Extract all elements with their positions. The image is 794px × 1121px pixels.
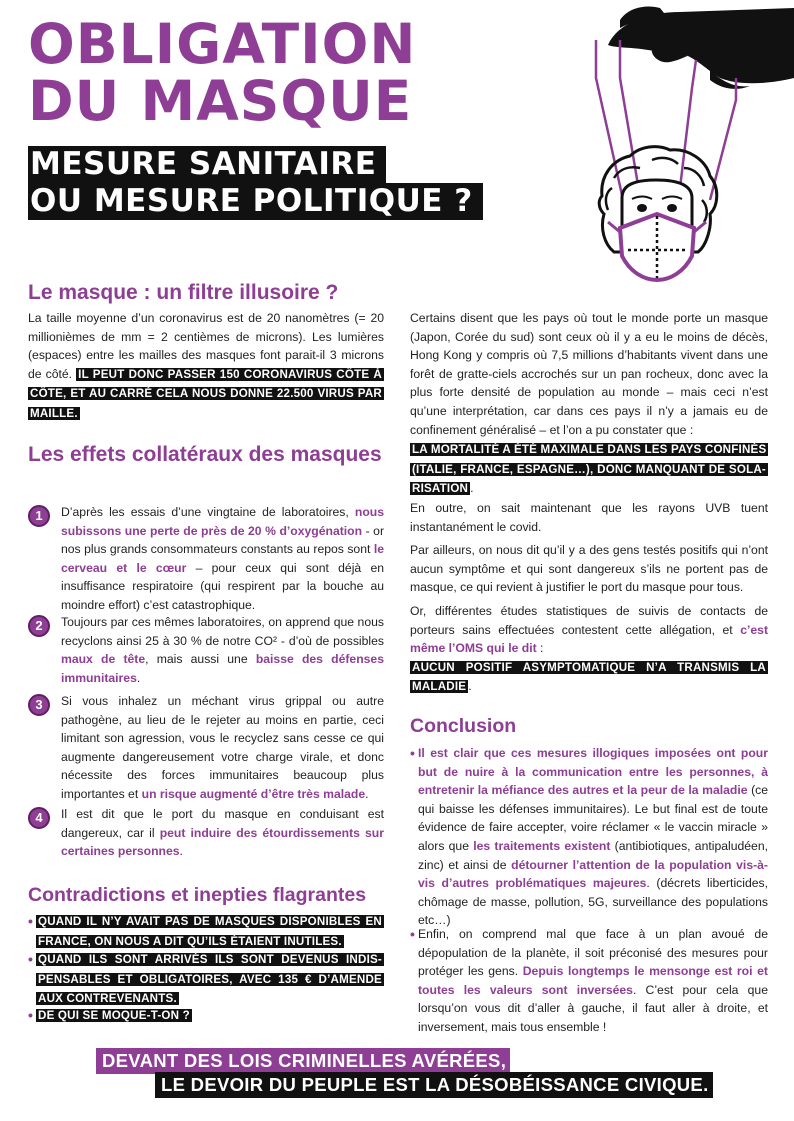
conclusion-heading: Conclusion bbox=[410, 715, 517, 737]
item-emphasis: un risque augmenté d’être très malade bbox=[141, 786, 366, 801]
footer-line-2: LE DEVOIR DU PEUPLE EST LA DÉSOBÉISSANCE CIVIQUE. bbox=[155, 1072, 713, 1098]
text: : bbox=[536, 641, 544, 656]
sec1-body: La taille moyenne d’un coronavirus est de 20 nanomètres (= 20 millionièmes de mm = 2 centièmes de microns). Les lumières (espaces) entre les mailles des masques font parait-il 3 microns de côté. bbox=[28, 311, 384, 381]
bullet-text: QUAND IL N’Y AVAIT PAS DE MASQUES DISPONIBLES EN FRANCE, ON NOUS A DIT QU’ILS ÉTAIENT INUTILES. bbox=[38, 915, 382, 948]
bullet-text: DE QUI SE MOQUE-T-ON ? bbox=[38, 1009, 190, 1022]
item-emphasis: baisse des défenses immunitaires bbox=[61, 652, 384, 685]
item-text: – pour ceux qui sont déjà en insuffisance respiratoire (qui respirent par la bouche au moindre effort) c’est catastrophique. bbox=[61, 560, 384, 612]
item-emphasis: peut induire des étourdissements sur certaines personnes bbox=[61, 825, 384, 859]
emphasis: détourner l’attention de la population vis-à-vis d’autres problématiques majeures bbox=[418, 857, 768, 891]
bullet-icon: • bbox=[410, 926, 415, 942]
bullet-item bbox=[28, 1006, 384, 1026]
item-emphasis: le cerveau et le cœur bbox=[61, 542, 384, 575]
highlight-text: LA MORTALITÉ A ÉTÉ MAXIMALE DANS LES PAYS CONFINÉS (ITALIE, FRANCE, ESPAGNE…), DONC MANQUANT DE SOLA-RISATION bbox=[412, 443, 767, 496]
bullet-item bbox=[28, 950, 384, 1009]
bullet-icon: • bbox=[28, 951, 33, 967]
list-item bbox=[28, 503, 384, 615]
page-title bbox=[28, 12, 417, 133]
emphasis: c’est même l’OMS qui le dit bbox=[410, 622, 768, 656]
bullet-item bbox=[28, 912, 384, 951]
item-text: Il est dit que le port du masque en conduisant est dangereux, car il bbox=[61, 807, 384, 840]
list-item bbox=[28, 613, 384, 687]
bullet-text: QUAND ILS SONT ARRIVÉS ILS SONT DEVENUS INDIS-PENSABLES ET OBLIGATOIRES, AVEC 135 € D’AMENDE AUX CONTREVENANTS. bbox=[38, 953, 382, 1006]
highlight-end: . bbox=[468, 679, 472, 694]
sec1-text bbox=[28, 309, 384, 424]
list-item bbox=[28, 692, 384, 804]
item-text: , mais aussi une bbox=[145, 652, 256, 667]
item-text: . bbox=[136, 670, 141, 685]
highlight-end: . bbox=[470, 481, 474, 496]
footer-line-1: DEVANT DES LOIS CRIMINELLES AVÉRÉES, bbox=[96, 1048, 510, 1074]
emphasis: Il est clair que ces mesures illogiques imposées ont pour but de nuire à la communication entre les personnes, à entretenir la méfiance des autres et la peur de la maladie bbox=[418, 746, 768, 798]
subtitle-line-1: MESURE SANITAIRE bbox=[28, 146, 386, 183]
text: (antibiotiques, antipaludéen, zinc) et ainsi de bbox=[418, 838, 768, 872]
bullet-item bbox=[410, 925, 768, 1037]
col2-highlight-1 bbox=[410, 440, 768, 499]
subtitle bbox=[28, 146, 483, 220]
text: (ce qui baisse les défenses immunitaires). Le but final est de toute évidence de faire accepter, voire réclamer « le vaccin miracle » alors que bbox=[418, 783, 768, 853]
text: Enfin, on comprend mal que face à un plan avoué de dépopulation de la planète, il soit préconisé des mesures pour protéger les gens. bbox=[418, 927, 768, 979]
highlight-text: AUCUN POSITIF ASYMPTOMATIQUE N’A TRANSMIS LA MALADIE bbox=[412, 660, 766, 694]
emphasis: Depuis longtemps le mensonge est roi et toutes les valeurs sont inversées bbox=[418, 964, 768, 997]
puppet-hand-masked-face-icon bbox=[560, 0, 794, 300]
text: . (décrets liberticides, chômage de masse, pollution, 5G, surveillance des populations etc…) bbox=[418, 876, 768, 928]
item-text: D’après les essais d’une vingtaine de laboratoires, bbox=[61, 505, 355, 519]
item-text: Si vous inhalez un méchant virus grippal ou autre pathogène, au lieu de le rejeter au moins en partie, ceci limitant son agression, vous le recyclez sans cesse ce qui augmente dangereusement votre charge virale, et donc nécessite des forces immunitaires beaucoup plus importantes et bbox=[61, 694, 384, 801]
item-number: 2 bbox=[28, 615, 50, 637]
col2-paragraph-2: En outre, on sait maintenant que les rayons UVB tuent instantanément le covid. bbox=[410, 501, 768, 534]
subtitle-line-2: OU MESURE POLITIQUE ? bbox=[28, 183, 483, 220]
item-emphasis: nous subissons une perte de près de 20 % d’oxygénation bbox=[61, 505, 384, 538]
item-emphasis: maux de tête bbox=[61, 652, 146, 667]
text: . C’est pour cela que lorsqu’on vous dit d’aller à gauche, il faut aller à droite, et inversement, mais tous ensemble ! bbox=[418, 982, 768, 1034]
bullet-icon: • bbox=[28, 1007, 33, 1023]
col2-paragraph-3: Par ailleurs, on nous dit qu’il y a des gens testés positifs qui n’ont aucun symptôme et qui sont dangereux s’ils ne portent pas de masque, ce qui revient à justifier le port du masque pour tous. bbox=[410, 543, 768, 595]
sec2-heading: Les effets collatéraux des masques bbox=[28, 443, 382, 466]
bullet-item bbox=[410, 744, 768, 930]
title-line-2: DU MASQUE bbox=[28, 69, 413, 133]
item-number: 1 bbox=[28, 505, 50, 527]
title-line-1: OBLIGATION bbox=[28, 12, 417, 76]
item-text: Toujours par ces mêmes laboratoires, on apprend que nous recyclons ainsi 25 à 30 % de notre CO² - d’où de possibles bbox=[61, 615, 384, 648]
bullet-icon: • bbox=[28, 913, 33, 929]
text: Or, différentes études statistiques de suivis de contacts de porteurs sains effectuées contestent cette allégation, et bbox=[410, 604, 768, 637]
sec1-heading: Le masque : un filtre illusoire ? bbox=[28, 281, 339, 304]
emphasis: les traitements existent bbox=[473, 838, 611, 853]
item-text: . bbox=[365, 786, 369, 801]
item-text: - or nos plus grands consommateurs constants au repos sont bbox=[61, 523, 385, 557]
sec3-heading: Contradictions et inepties flagrantes bbox=[28, 884, 367, 906]
list-item bbox=[28, 805, 384, 861]
item-number: 3 bbox=[28, 694, 50, 716]
item-text: . bbox=[179, 844, 183, 859]
col2-paragraph-1: Certains disent que les pays où tout le monde porte un masque (Japon, Corée du sud) sont ceux où il y a eu le moins de décès, Hong Kong y compris où 7,5 millions d’habitants vivent dans une forêt de gratte-ciels accrochés sur un pan rocheux, donc avec la plus forte densité de population au monde – mais ceci n’est qu’une interprétation, car dans ces pays il n’y a jamais eu de confinement généralisé – et l’on a pu constater que : bbox=[410, 311, 768, 437]
sec1-highlight: IL PEUT DONC PASSER 150 CORONAVIRUS CÔTE À CÔTE, ET AU CARRÉ CELA NOUS DONNE 22.500 VIRUS PAR MAILLE. bbox=[30, 367, 382, 420]
col2-paragraph-4 bbox=[410, 602, 768, 697]
bullet-icon: • bbox=[410, 745, 415, 761]
item-number: 4 bbox=[28, 807, 50, 829]
